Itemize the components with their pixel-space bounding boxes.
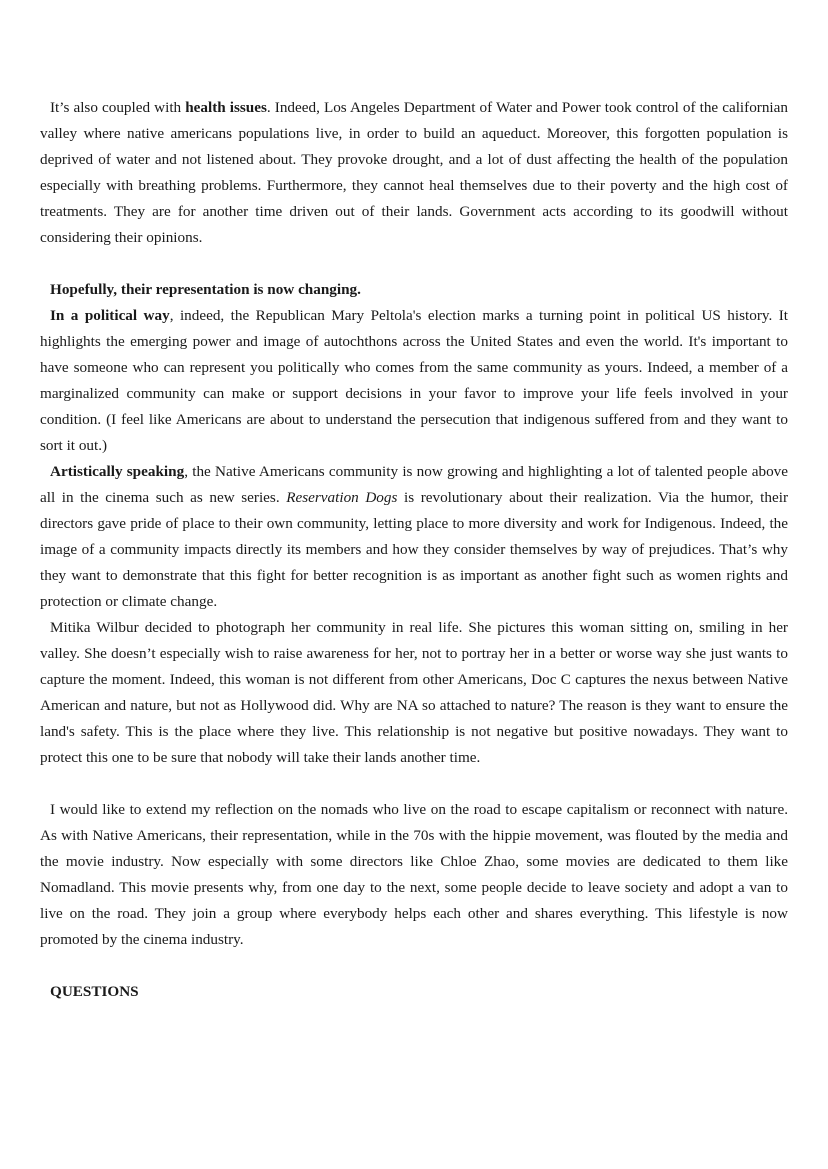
paragraph-political-way — [40, 303, 788, 459]
bold-term-health-issues: health issues — [185, 99, 267, 116]
spacer — [40, 953, 788, 979]
paragraph-body: , indeed, the Republican Mary Peltola's election marks a turning point in political US history. It highlights the emerging power and image of autochthons across the United States and even the world. It's important to have someone who can represent you politically who comes from the same community as yours. Indeed, a member of a marginalized community can make or support decisions in your favor to improve your life feels involved in your condition. (I feel like Americans are about to understand the persecution that indigenous suffered from and they want to sort it out.) — [40, 307, 789, 454]
bold-term-political-way: In a political way — [50, 307, 170, 324]
paragraph-health-issues — [40, 95, 788, 251]
paragraph-body: is revolutionary about their realization. Via the humor, their directors gave pride of place to their own community, letting place to more diversity and work for Indigenous. Indeed, the image of a community impacts directly its members and how they consider themselves by way of prejudices. That’s why they want to demonstrate that this fight for better recognition is as important as another fight such as women rights and protection or climate change. — [40, 489, 788, 610]
paragraph-artistically-speaking — [40, 459, 788, 615]
spacer — [40, 251, 788, 277]
paragraph-nomads: I would like to extend my reflection on the nomads who live on the road to escape capitalism or reconnect with nature. As with Native Americans, their representation, while in the 70s with the hippie movement, was flouted by the media and the movie industry. Now especially with some directors like Chloe Zhao, some movies are dedicated to them like Nomadland. This movie presents why, from one day to the next, some people decide to leave society and adopt a van to live on the road. They join a group where everybody helps each other and shares everything. This lifestyle is now promoted by the cinema industry. — [40, 801, 788, 948]
section-heading-questions: QUESTIONS — [50, 983, 139, 1000]
spacer — [40, 771, 788, 797]
paragraph-body: . Indeed, Los Angeles Department of Water and Power took control of the californian valley where native americans populations live, in order to build an aqueduct. Moreover, this forgotten population is deprived of water and not listened about. They provoke drought, and a lot of dust affecting the health of the population especially with breathing problems. Furthermore, they cannot heal themselves due to their poverty and the high cost of treatments. They are for another time driven out of their lands. Government acts according to its goodwill without considering their opinions. — [40, 99, 788, 246]
paragraph-lead: It’s also coupled with — [50, 99, 186, 116]
paragraph-body: , the Native Americans community is now growing and highlighting a lot of talented people above all in the cinema such as new series. — [40, 463, 788, 506]
document-page — [40, 95, 788, 1005]
section-heading-representation: Hopefully, their representation is now changing. — [50, 281, 361, 298]
italic-title-reservation-dogs: Reservation Dogs — [286, 489, 398, 506]
paragraph-mitika-wilbur: Mitika Wilbur decided to photograph her community in real life. She pictures this woman sitting on, smiling in her valley. She doesn’t especially wish to raise awareness for her, not to portray her in a better or worse way she just wants to capture the moment. Indeed, this woman is not different from other Americans, Doc C captures the nexus between Native American and nature, but not as Hollywood did. Why are NA so attached to nature? The reason is they want to ensure the land's safety. This is the place where they live. This relationship is not negative but positive nowadays. They want to protect this one to be sure that nobody will take their lands another time. — [40, 619, 788, 766]
bold-term-artistically-speaking: Artistically speaking — [50, 463, 185, 480]
